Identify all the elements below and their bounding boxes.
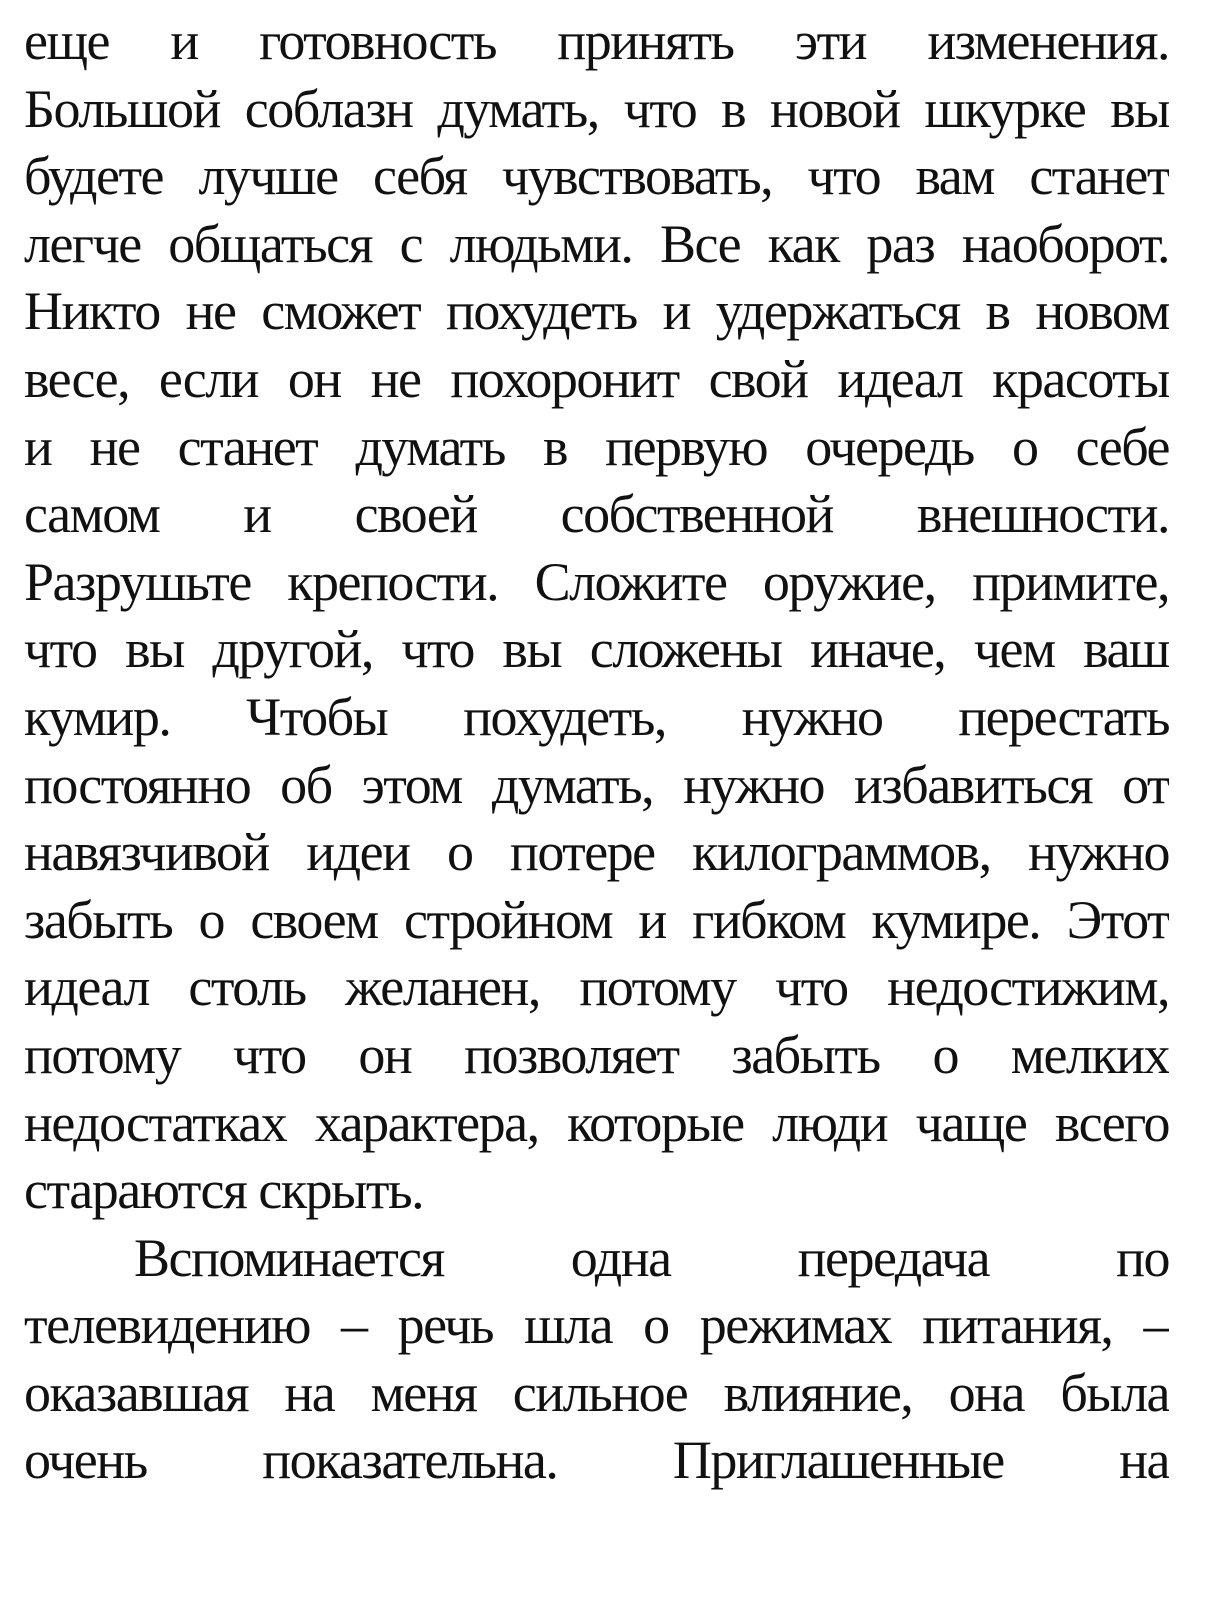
text-line: стараются скрыть. <box>24 1160 424 1221</box>
text-line: будете лучше себя чувствовать, что вам станет <box>24 146 1169 207</box>
text-line: потому что он позволяет забыть о мелких <box>24 1024 1169 1085</box>
text-line: Разрушьте крепости. Сложите оружие, примите, <box>24 551 1169 612</box>
text-line: Большой соблазн думать, что в новой шкурке вы <box>24 78 1169 139</box>
text-line: идеал столь желанен, потому что недостижим, <box>24 957 1169 1018</box>
text-line: Вспоминается одна передача по <box>134 1227 1169 1288</box>
text-line: кумир. Чтобы похудеть, нужно перестать <box>24 686 1169 747</box>
paragraph-2 <box>24 1225 1169 1495</box>
text-line: оказавшая на меня сильное влияние, она была <box>24 1362 1169 1423</box>
text-line: очень показательна. Приглашенные на <box>24 1430 1169 1491</box>
text-line: Никто не сможет похудеть и удержаться в новом <box>24 281 1169 342</box>
text-line: еще и готовность принять эти изменения. <box>24 11 1169 71</box>
text-line: что вы другой, что вы сложены иначе, чем ваш <box>24 619 1169 680</box>
text-line: забыть о своем стройном и гибком кумире. Этот <box>24 889 1169 950</box>
paragraph-1 <box>24 8 1169 1225</box>
text-line: постоянно об этом думать, нужно избавиться от <box>24 754 1169 815</box>
text-line: недостатках характера, которые люди чаще всего <box>24 1092 1169 1153</box>
text-line: телевидению – речь шла о режимах питания, – <box>24 1295 1169 1356</box>
text-line: самом и своей собственной внешности. <box>24 484 1169 545</box>
document-page <box>24 8 1169 1495</box>
text-line: и не станет думать в первую очередь о себе <box>24 416 1169 477</box>
text-line: навязчивой идеи о потере килограммов, нужно <box>24 822 1169 883</box>
text-line: легче общаться с людьми. Все как раз наоборот. <box>24 213 1169 274</box>
text-line: весе, если он не похоронит свой идеал красоты <box>24 348 1169 409</box>
